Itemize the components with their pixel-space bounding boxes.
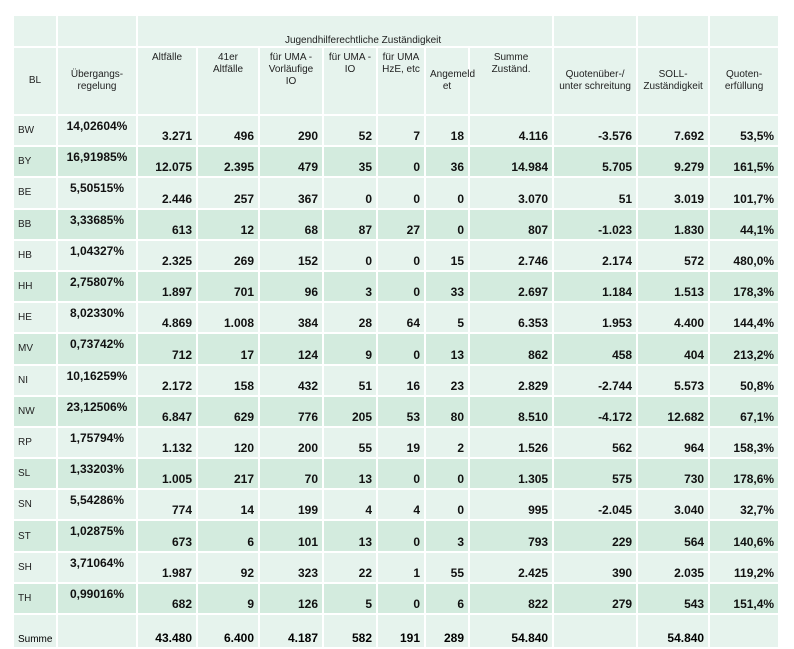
cell-soll: 1.513: [638, 272, 710, 303]
cell-altfaelle: 613: [138, 210, 198, 241]
cell-uma-hze: 19: [378, 428, 426, 459]
cell-angemeldet: 23: [426, 366, 470, 397]
header-altfaelle: Altfälle: [138, 48, 198, 116]
cell-altfaelle: 682: [138, 584, 198, 615]
cell-uma-vorl: 152: [260, 241, 324, 272]
summe-cell-bl: Summe: [14, 615, 58, 649]
cell-altfaelle: 774: [138, 490, 198, 521]
cell-summe: 2.829: [470, 366, 554, 397]
cell-uebergang: 1,04327%: [58, 241, 138, 272]
cell-quote: 2.174: [554, 241, 638, 272]
cell-altfaelle41: 9: [198, 584, 260, 615]
cell-erfuellung: 151,4%: [710, 584, 780, 615]
cell-quote: 1.953: [554, 303, 638, 334]
cell-quote: -1.023: [554, 210, 638, 241]
table-row: [14, 178, 780, 209]
cell-uma-hze: 0: [378, 459, 426, 490]
cell-summe: 8.510: [470, 397, 554, 428]
cell-uma-vorl: 200: [260, 428, 324, 459]
cell-altfaelle: 1.132: [138, 428, 198, 459]
cell-erfuellung: 50,8%: [710, 366, 780, 397]
cell-angemeldet: 0: [426, 490, 470, 521]
spreadsheet-table-container: [14, 16, 780, 645]
cell-erfuellung: 119,2%: [710, 553, 780, 584]
cell-soll: 2.035: [638, 553, 710, 584]
table-row: [14, 366, 780, 397]
cell-altfaelle: 712: [138, 334, 198, 365]
cell-quote: 51: [554, 178, 638, 209]
cell-quote: -3.576: [554, 116, 638, 147]
cell-summe: 4.116: [470, 116, 554, 147]
header-soll-zustaendigkeit: SOLL- Zuständigkeit: [638, 48, 710, 116]
cell-uma-hze: 64: [378, 303, 426, 334]
cell-bl: BE: [14, 178, 58, 209]
cell-altfaelle41: 158: [198, 366, 260, 397]
table-row: [14, 459, 780, 490]
cell-bl: ST: [14, 521, 58, 552]
cell-altfaelle: 1.897: [138, 272, 198, 303]
cell-uma-vorl: 126: [260, 584, 324, 615]
cell-quote: 562: [554, 428, 638, 459]
cell-altfaelle41: 496: [198, 116, 260, 147]
cell-bl: SL: [14, 459, 58, 490]
cell-uma-io: 55: [324, 428, 378, 459]
cell-bl: SH: [14, 553, 58, 584]
cell-uma-vorl: 432: [260, 366, 324, 397]
summe-cell-altfaelle41: 6.400: [198, 615, 260, 649]
table-row: [14, 428, 780, 459]
cell-uebergang: 23,12506%: [58, 397, 138, 428]
cell-uebergang: 3,33685%: [58, 210, 138, 241]
cell-altfaelle: 3.271: [138, 116, 198, 147]
cell-summe: 3.070: [470, 178, 554, 209]
summe-cell-uma-io: 582: [324, 615, 378, 649]
cell-erfuellung: 178,3%: [710, 272, 780, 303]
summe-cell-erfuellung: [710, 615, 780, 649]
cell-quote: -2.045: [554, 490, 638, 521]
summe-cell-soll: 54.840: [638, 615, 710, 649]
summe-cell-uma-vorl: 4.187: [260, 615, 324, 649]
cell-altfaelle41: 120: [198, 428, 260, 459]
cell-uma-hze: 53: [378, 397, 426, 428]
header-bl: BL: [14, 48, 58, 116]
cell-altfaelle: 6.847: [138, 397, 198, 428]
cell-altfaelle41: 17: [198, 334, 260, 365]
table-row: [14, 116, 780, 147]
header-quotenueberschreitung: Quotenüber-/ unter schreitung: [554, 48, 638, 116]
cell-altfaelle41: 14: [198, 490, 260, 521]
cell-bl: BB: [14, 210, 58, 241]
cell-uma-io: 28: [324, 303, 378, 334]
cell-bl: HH: [14, 272, 58, 303]
cell-bl: HE: [14, 303, 58, 334]
cell-uma-io: 9: [324, 334, 378, 365]
cell-erfuellung: 44,1%: [710, 210, 780, 241]
cell-bl: RP: [14, 428, 58, 459]
cell-altfaelle41: 257: [198, 178, 260, 209]
cell-erfuellung: 480,0%: [710, 241, 780, 272]
cell-soll: 3.019: [638, 178, 710, 209]
cell-quote: 279: [554, 584, 638, 615]
cell-bl: NW: [14, 397, 58, 428]
cell-bl: MV: [14, 334, 58, 365]
cell-angemeldet: 0: [426, 178, 470, 209]
cell-uma-vorl: 479: [260, 147, 324, 178]
cell-soll: 543: [638, 584, 710, 615]
summe-cell-quote: [554, 615, 638, 649]
cell-uma-vorl: 290: [260, 116, 324, 147]
cell-quote: 458: [554, 334, 638, 365]
cell-uebergang: 0,73742%: [58, 334, 138, 365]
cell-uma-hze: 0: [378, 147, 426, 178]
cell-bl: NI: [14, 366, 58, 397]
cell-summe: 822: [470, 584, 554, 615]
cell-altfaelle41: 92: [198, 553, 260, 584]
cell-uma-hze: 0: [378, 178, 426, 209]
summe-cell-summe: 54.840: [470, 615, 554, 649]
cell-soll: 5.573: [638, 366, 710, 397]
cell-uebergang: 8,02330%: [58, 303, 138, 334]
cell-summe: 807: [470, 210, 554, 241]
cell-uma-hze: 0: [378, 584, 426, 615]
cell-uma-vorl: 323: [260, 553, 324, 584]
cell-altfaelle41: 1.008: [198, 303, 260, 334]
cell-uebergang: 1,75794%: [58, 428, 138, 459]
cell-soll: 9.279: [638, 147, 710, 178]
cell-erfuellung: 140,6%: [710, 521, 780, 552]
cell-summe: 1.305: [470, 459, 554, 490]
table-row: [14, 241, 780, 272]
cell-altfaelle: 2.446: [138, 178, 198, 209]
cell-summe: 2.425: [470, 553, 554, 584]
cell-altfaelle: 2.325: [138, 241, 198, 272]
header-uma-io: für UMA - IO: [324, 48, 378, 116]
cell-angemeldet: 0: [426, 210, 470, 241]
summe-cell-uma-hze: 191: [378, 615, 426, 649]
cell-summe: 1.526: [470, 428, 554, 459]
cell-erfuellung: 144,4%: [710, 303, 780, 334]
cell-angemeldet: 3: [426, 521, 470, 552]
cell-uebergang: 0,99016%: [58, 584, 138, 615]
cell-erfuellung: 213,2%: [710, 334, 780, 365]
cell-uma-vorl: 101: [260, 521, 324, 552]
cell-quote: 1.184: [554, 272, 638, 303]
cell-angemeldet: 5: [426, 303, 470, 334]
cell-quote: 5.705: [554, 147, 638, 178]
cell-uebergang: 14,02604%: [58, 116, 138, 147]
cell-angemeldet: 55: [426, 553, 470, 584]
cell-uma-io: 13: [324, 521, 378, 552]
cell-uma-io: 51: [324, 366, 378, 397]
summe-cell-uebergang: [58, 615, 138, 649]
cell-uebergang: 5,54286%: [58, 490, 138, 521]
cell-soll: 1.830: [638, 210, 710, 241]
cell-altfaelle: 4.869: [138, 303, 198, 334]
cell-bl: SN: [14, 490, 58, 521]
cell-soll: 4.400: [638, 303, 710, 334]
table-row: [14, 521, 780, 552]
cell-uebergang: 16,91985%: [58, 147, 138, 178]
cell-uma-io: 4: [324, 490, 378, 521]
cell-soll: 404: [638, 334, 710, 365]
cell-bl: HB: [14, 241, 58, 272]
header-uma-hze: für UMA HzE, etc: [378, 48, 426, 116]
cell-soll: 964: [638, 428, 710, 459]
table-row: [14, 584, 780, 615]
cell-uma-io: 87: [324, 210, 378, 241]
cell-erfuellung: 67,1%: [710, 397, 780, 428]
cell-summe: 2.746: [470, 241, 554, 272]
cell-erfuellung: 32,7%: [710, 490, 780, 521]
cell-uebergang: 10,16259%: [58, 366, 138, 397]
cell-uma-vorl: 199: [260, 490, 324, 521]
cell-angemeldet: 15: [426, 241, 470, 272]
cell-erfuellung: 158,3%: [710, 428, 780, 459]
cell-altfaelle41: 2.395: [198, 147, 260, 178]
cell-altfaelle41: 217: [198, 459, 260, 490]
cell-uebergang: 2,75807%: [58, 272, 138, 303]
cell-bl: BY: [14, 147, 58, 178]
cell-uma-hze: 27: [378, 210, 426, 241]
super-header-row: [14, 16, 780, 48]
cell-angemeldet: 33: [426, 272, 470, 303]
table-row: [14, 490, 780, 521]
cell-uma-vorl: 776: [260, 397, 324, 428]
summe-cell-altfaelle: 43.480: [138, 615, 198, 649]
cell-erfuellung: 161,5%: [710, 147, 780, 178]
cell-summe: 2.697: [470, 272, 554, 303]
cell-summe: 862: [470, 334, 554, 365]
cell-uebergang: 3,71064%: [58, 553, 138, 584]
cell-uma-io: 0: [324, 178, 378, 209]
cell-uma-vorl: 68: [260, 210, 324, 241]
summe-cell-angemeldet: 289: [426, 615, 470, 649]
cell-angemeldet: 36: [426, 147, 470, 178]
header-summe-zustaendigkeit: Summe Zuständ.: [470, 48, 554, 116]
cell-altfaelle41: 629: [198, 397, 260, 428]
cell-uma-io: 3: [324, 272, 378, 303]
cell-soll: 730: [638, 459, 710, 490]
cell-quote: -4.172: [554, 397, 638, 428]
table-row: [14, 553, 780, 584]
cell-altfaelle: 1.987: [138, 553, 198, 584]
header-quotenerfuellung: Quoten- erfüllung: [710, 48, 780, 116]
cell-quote: 390: [554, 553, 638, 584]
cell-uma-hze: 0: [378, 334, 426, 365]
cell-erfuellung: 101,7%: [710, 178, 780, 209]
cell-soll: 12.682: [638, 397, 710, 428]
cell-uma-vorl: 367: [260, 178, 324, 209]
cell-summe: 6.353: [470, 303, 554, 334]
table-row: [14, 147, 780, 178]
cell-summe: 14.984: [470, 147, 554, 178]
header-41er-altfaelle: 41er Altfälle: [198, 48, 260, 116]
header-angemeldet: Angemeld et: [426, 48, 470, 116]
cell-quote: 575: [554, 459, 638, 490]
cell-summe: 995: [470, 490, 554, 521]
cell-angemeldet: 13: [426, 334, 470, 365]
table-row: [14, 303, 780, 334]
cell-uma-hze: 0: [378, 241, 426, 272]
cell-altfaelle41: 701: [198, 272, 260, 303]
cell-soll: 3.040: [638, 490, 710, 521]
cell-uma-hze: 16: [378, 366, 426, 397]
cell-erfuellung: 178,6%: [710, 459, 780, 490]
cell-uma-io: 52: [324, 116, 378, 147]
cell-angemeldet: 2: [426, 428, 470, 459]
cell-bl: BW: [14, 116, 58, 147]
cell-uma-io: 5: [324, 584, 378, 615]
cell-uma-hze: 0: [378, 521, 426, 552]
cell-altfaelle: 12.075: [138, 147, 198, 178]
cell-angemeldet: 0: [426, 459, 470, 490]
cell-uma-hze: 1: [378, 553, 426, 584]
cell-angemeldet: 80: [426, 397, 470, 428]
cell-uma-io: 13: [324, 459, 378, 490]
cell-altfaelle: 2.172: [138, 366, 198, 397]
cell-angemeldet: 6: [426, 584, 470, 615]
summe-row: [14, 615, 780, 649]
zustaendigkeit-table: [14, 16, 780, 649]
cell-uma-hze: 0: [378, 272, 426, 303]
cell-uebergang: 1,33203%: [58, 459, 138, 490]
cell-uma-io: 22: [324, 553, 378, 584]
table-row: [14, 334, 780, 365]
cell-uebergang: 1,02875%: [58, 521, 138, 552]
cell-quote: -2.744: [554, 366, 638, 397]
cell-uma-vorl: 70: [260, 459, 324, 490]
cell-uma-vorl: 384: [260, 303, 324, 334]
header-uma-vorlaeufige-io: für UMA - Vorläufige IO: [260, 48, 324, 116]
cell-soll: 564: [638, 521, 710, 552]
cell-angemeldet: 18: [426, 116, 470, 147]
cell-soll: 572: [638, 241, 710, 272]
cell-uma-vorl: 124: [260, 334, 324, 365]
cell-altfaelle41: 269: [198, 241, 260, 272]
cell-uma-io: 205: [324, 397, 378, 428]
cell-altfaelle: 1.005: [138, 459, 198, 490]
header-uebergangsregelung: Übergangs- regelung: [58, 48, 138, 116]
super-header-jugendhilfe: Jugendhilferechtliche Zuständigkeit: [138, 16, 554, 48]
cell-soll: 7.692: [638, 116, 710, 147]
cell-uma-hze: 7: [378, 116, 426, 147]
table-row: [14, 210, 780, 241]
cell-uma-io: 35: [324, 147, 378, 178]
cell-uma-vorl: 96: [260, 272, 324, 303]
table-row: [14, 272, 780, 303]
cell-uebergang: 5,50515%: [58, 178, 138, 209]
cell-erfuellung: 53,5%: [710, 116, 780, 147]
cell-altfaelle41: 12: [198, 210, 260, 241]
cell-bl: TH: [14, 584, 58, 615]
cell-altfaelle: 673: [138, 521, 198, 552]
cell-uma-io: 0: [324, 241, 378, 272]
cell-quote: 229: [554, 521, 638, 552]
header-row: [14, 48, 780, 116]
cell-altfaelle41: 6: [198, 521, 260, 552]
table-row: [14, 397, 780, 428]
cell-uma-hze: 4: [378, 490, 426, 521]
cell-summe: 793: [470, 521, 554, 552]
